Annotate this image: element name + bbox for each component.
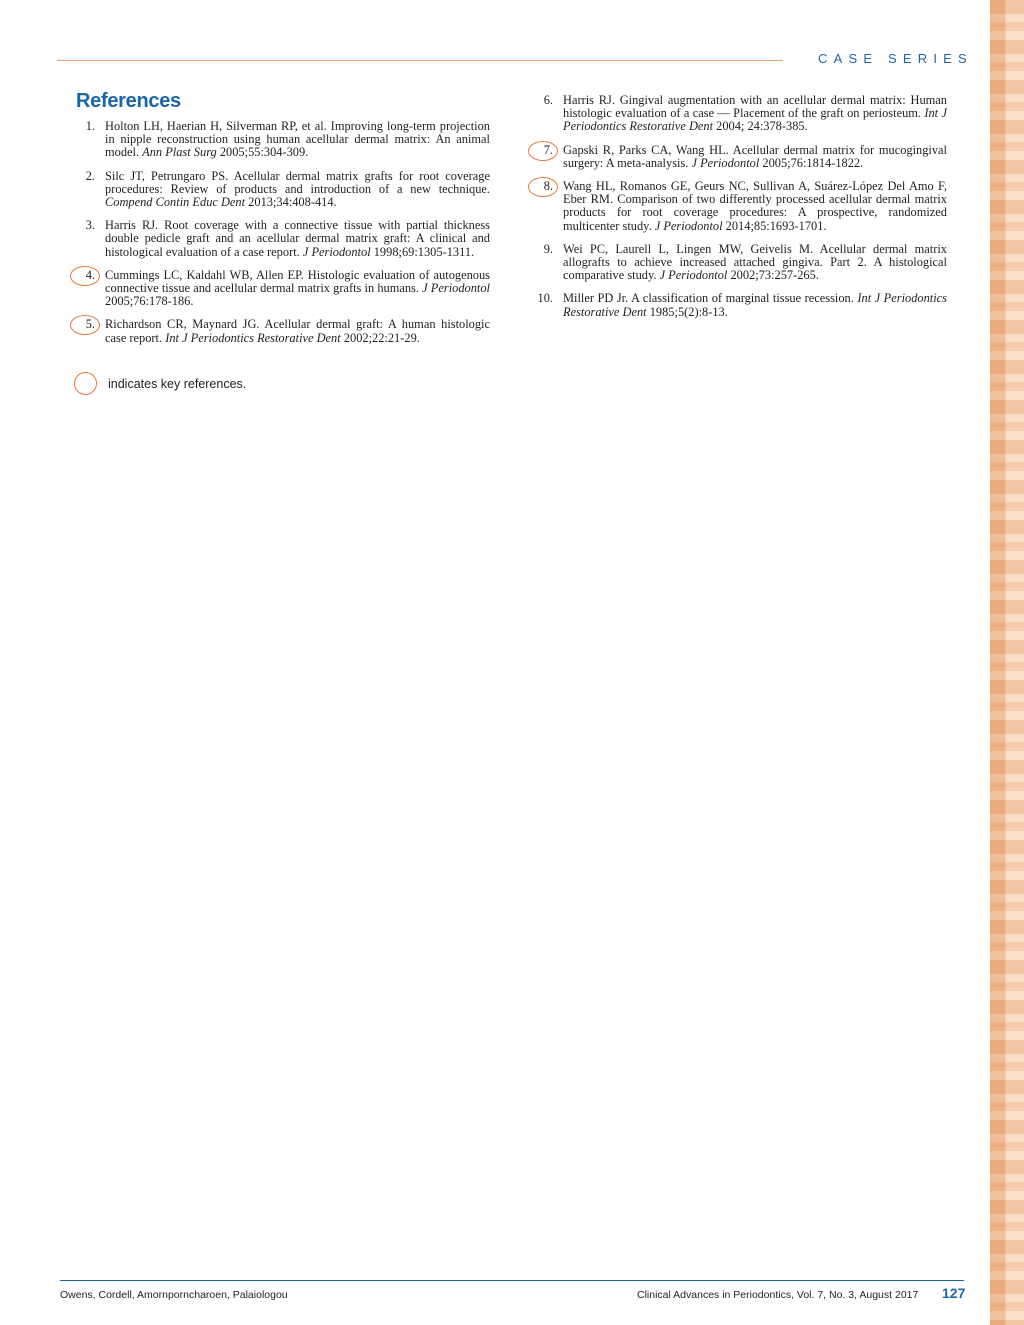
reference-text-part: 2002;22:21-29. — [340, 330, 420, 345]
reference-text — [105, 268, 490, 308]
journal-name: J Periodontol — [691, 155, 760, 170]
reference-item — [530, 180, 947, 233]
references-heading: References — [76, 90, 181, 112]
reference-item — [72, 219, 490, 259]
reference-item — [72, 120, 490, 160]
journal-name: Compend Contin Educ Dent — [105, 195, 246, 210]
key-reference-number: 7. — [530, 144, 553, 157]
reference-number: 3. — [85, 218, 95, 233]
footer-authors: Owens, Cordell, Amornporncharoen, Palaiologou — [60, 1289, 288, 1301]
reference-number: 2. — [85, 168, 95, 183]
reference-text-part: 2004; 24:378-385. — [713, 119, 808, 134]
key-reference-number: 5. — [72, 318, 95, 331]
reference-text — [563, 242, 947, 282]
reference-text — [105, 218, 490, 258]
section-label: CASE SERIES — [818, 51, 973, 66]
reference-item — [530, 94, 947, 134]
key-circle-icon — [74, 372, 97, 395]
header-rule — [57, 60, 783, 61]
legend-text: indicates key references. — [108, 377, 247, 391]
reference-text-part: 1985;5(2):8-13. — [646, 304, 728, 319]
footer-journal: Clinical Advances in Periodontics, Vol. 7, No. 3, August 2017 — [637, 1289, 919, 1301]
reference-text — [105, 119, 490, 159]
reference-text-part: Harris RJ. Root coverage with a connective tissue with partial thickness double pedicle graft and an acellular dermal matrix graft: A clinical and histological evaluation of a case report. — [105, 218, 490, 259]
reference-text-part: Wang HL, Romanos GE, Geurs NC, Sullivan A, Suárez-López Del Amo F, Eber RM. Comparison of two differently processed acellular dermal matrix products for root coverage procedures: A prospective, randomized multicenter study. — [563, 179, 947, 233]
journal-name: Int J Periodontics Restorative Dent — [563, 291, 948, 319]
reference-text-part: 2013;34:408-414. — [245, 195, 337, 210]
reference-item — [72, 170, 490, 210]
key-reference-number: 8. — [530, 180, 553, 193]
journal-name: J Periodontol — [422, 281, 490, 296]
reference-text-part: 2005;76:178-186. — [105, 294, 194, 309]
reference-number: 1. — [85, 119, 95, 133]
reference-text-part: 2005;55:304-309. — [216, 145, 309, 160]
reference-text-part: 2005;76:1814-1822. — [759, 155, 864, 170]
reference-text — [563, 291, 947, 318]
reference-text-part: Miller PD Jr. A classification of marginal tissue recession. — [563, 291, 858, 306]
reference-number: 9. — [543, 241, 553, 256]
reference-text-part: Wei PC, Laurell L, Lingen MW, Geivelis M. Acellular dermal matrix allografts to achieve increased attached gingiva. Part 2. A histological comparative study. — [563, 241, 947, 283]
decorative-strip — [990, 0, 1024, 1325]
journal-name: Int J Periodontics Restorative Dent — [165, 330, 341, 345]
reference-text — [105, 169, 490, 209]
reference-text-part: Holton LH, Haerian H, Silverman RP, et al. Improving long-term projection in nipple reconstruction using human acellular dermal matrix: An animal model. — [105, 119, 490, 160]
reference-number: 6. — [543, 93, 553, 107]
footer-rule — [60, 1280, 964, 1281]
journal-name: J Periodontol — [654, 218, 723, 233]
reference-text-part: Cummings LC, Kaldahl WB, Allen EP. Histologic evaluation of autogenous connective tissue and acellular dermal matrix grafts in humans. — [105, 267, 490, 296]
reference-text — [563, 143, 947, 170]
journal-name: Int J Periodontics Restorative Dent — [563, 106, 947, 134]
key-reference-number: 4. — [72, 269, 95, 282]
reference-item — [530, 243, 947, 283]
reference-number: 10. — [537, 291, 553, 306]
reference-text-part: 1998;69:1305-1311. — [370, 244, 475, 259]
reference-text-part: 2014;85:1693-1701. — [722, 218, 827, 233]
page-number: 127 — [942, 1285, 966, 1301]
reference-text-part: Gapski R, Parks CA, Wang HL. Acellular dermal matrix for mucogingival surgery: A meta-analysis. — [563, 142, 947, 170]
references-column-right — [530, 94, 947, 329]
reference-text-part: 2002;73:257-265. — [727, 268, 819, 283]
reference-item — [530, 144, 947, 170]
reference-text — [563, 93, 947, 133]
reference-text-part: Richardson CR, Maynard JG. Acellular dermal graft: A human histologic case report. — [105, 317, 490, 345]
reference-text-part: Silc JT, Petrungaro PS. Acellular dermal matrix grafts for root coverage procedures: Review of products and introduction of a new technique. — [105, 168, 490, 196]
journal-name: J Periodontol — [302, 244, 371, 259]
reference-item — [530, 292, 947, 318]
reference-text-part: Harris RJ. Gingival augmentation with an acellular dermal matrix: Human histologic evaluation of a case — Placement of the graft on periosteum. — [563, 93, 947, 121]
reference-item — [72, 318, 490, 344]
reference-text — [105, 317, 490, 344]
journal-name: Ann Plast Surg — [142, 145, 217, 160]
reference-text — [563, 179, 947, 233]
journal-name: J Periodontol — [659, 268, 728, 283]
reference-item — [72, 269, 490, 309]
references-column-left — [72, 120, 490, 355]
